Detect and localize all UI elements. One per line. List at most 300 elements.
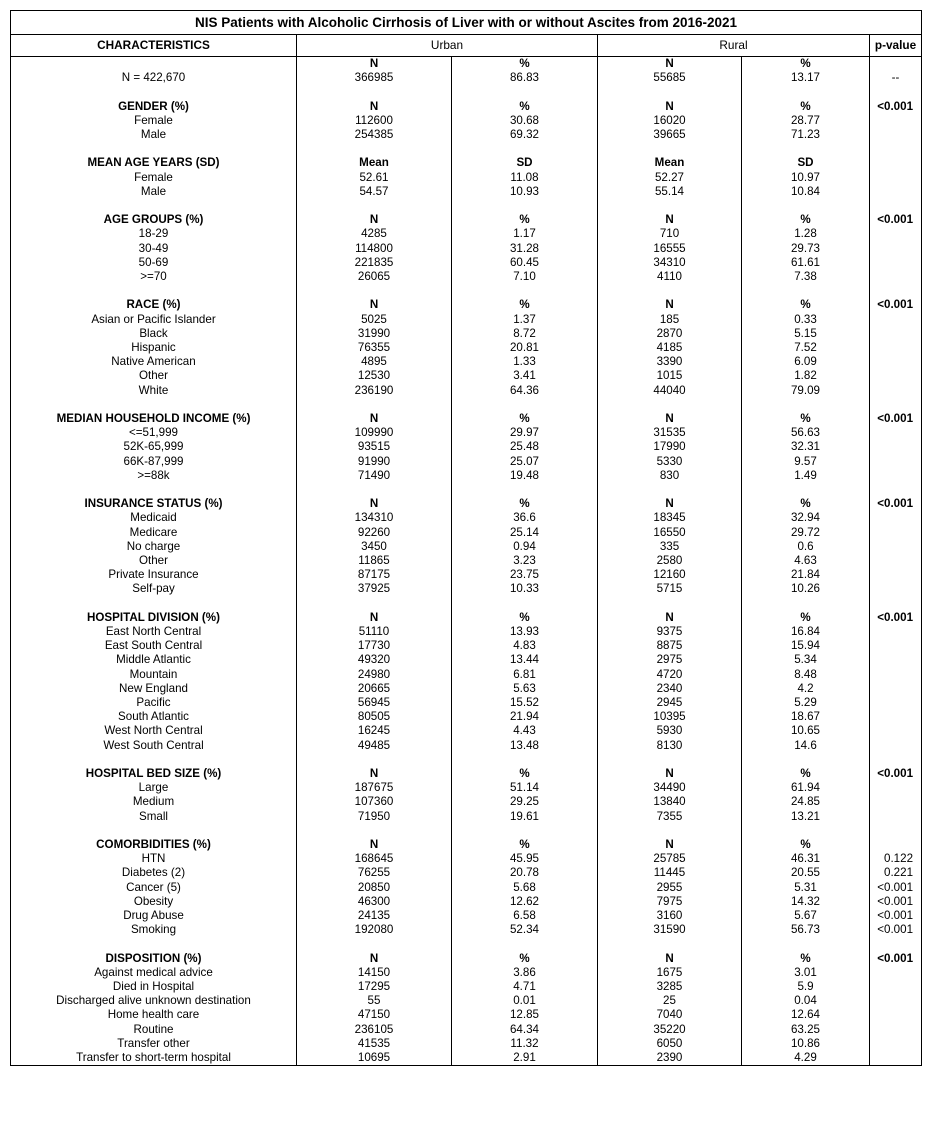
table-row [11,341,922,355]
urban-n-cell: 56945 [297,696,452,710]
section-pvalue: <0.001 [870,298,922,312]
row-label: 50-69 [11,256,297,270]
rural-n-cell: 31590 [598,923,742,937]
total-label: N = 422,670 [11,71,297,85]
rural-n-cell: 4185 [598,341,742,355]
section-column-label: % [452,952,598,966]
section-pvalue: <0.001 [870,213,922,227]
spacer-cell [870,398,922,412]
table-row [11,440,922,454]
rural-n-cell: 8875 [598,639,742,653]
pvalue-cell [870,384,922,398]
table-row [11,682,922,696]
urban-pct-cell: 69.32 [452,128,598,142]
urban-pct-cell: 4.83 [452,639,598,653]
spacer-cell [11,753,297,767]
urban-pct-cell: 30.68 [452,114,598,128]
section-column-label: N [598,611,742,625]
rural-n-cell: 3390 [598,355,742,369]
urban-pct-cell: 12.62 [452,895,598,909]
pvalue-cell [870,994,922,1008]
urban-n-cell: 47150 [297,1008,452,1022]
pvalue-cell [870,114,922,128]
pvalue-cell [870,1051,922,1066]
row-label: 30-49 [11,242,297,256]
section-pvalue [870,838,922,852]
spacer-cell [870,142,922,156]
pvalue-cell [870,455,922,469]
section-column-label: N [598,298,742,312]
rural-pct-cell: 1.82 [742,369,870,383]
urban-n-cell: 92260 [297,526,452,540]
urban-pct-cell: 7.10 [452,270,598,284]
rural-pct-cell: 3.01 [742,966,870,980]
pvalue-cell [870,540,922,554]
row-label: White [11,384,297,398]
urban-n-cell: 80505 [297,710,452,724]
subheader-row [11,57,922,72]
section-header-row [11,412,922,426]
spacer-row [11,199,922,213]
section-column-label: % [452,298,598,312]
spacer-cell [598,824,742,838]
rural-n-cell: 5715 [598,582,742,596]
section-column-label: % [742,497,870,511]
pvalue-cell [870,710,922,724]
spacer-cell [742,753,870,767]
rural-pct-cell: 5.34 [742,653,870,667]
rural-pct-cell: 1.49 [742,469,870,483]
table-row [11,256,922,270]
row-label: Self-pay [11,582,297,596]
rural-pct-cell: 12.64 [742,1008,870,1022]
urban-pct-cell: 15.52 [452,696,598,710]
rural-n-cell: 2955 [598,881,742,895]
rural-pct-cell: 1.28 [742,227,870,241]
urban-pct-cell: 25.48 [452,440,598,454]
section-title: GENDER (%) [11,100,297,114]
rural-pct-cell: 0.04 [742,994,870,1008]
rural-n-cell: 2870 [598,327,742,341]
urban-n-cell: 41535 [297,1037,452,1051]
table-row [11,128,922,142]
rural-pct-cell: 5.15 [742,327,870,341]
section-column-label: N [297,412,452,426]
urban-n-cell: 20665 [297,682,452,696]
urban-pct-cell: 60.45 [452,256,598,270]
section-title: INSURANCE STATUS (%) [11,497,297,511]
urban-pct-cell: 25.07 [452,455,598,469]
urban-pct-cell: 36.6 [452,511,598,525]
rural-pct-cell: 56.73 [742,923,870,937]
urban-n-cell: 134310 [297,511,452,525]
urban-n-cell: 93515 [297,440,452,454]
table-title-row [11,11,922,35]
rural-pct-cell: 8.48 [742,668,870,682]
spacer-cell [870,284,922,298]
spacer-cell [452,824,598,838]
header-urban: Urban [297,35,598,57]
urban-pct-cell: 3.23 [452,554,598,568]
urban-pct-cell: 10.93 [452,185,598,199]
section-column-label: SD [742,156,870,170]
header-rural: Rural [598,35,870,57]
spacer-cell [742,199,870,213]
table-row [11,1008,922,1022]
table-body [11,11,922,1066]
section-column-label: N [598,497,742,511]
section-title: MEDIAN HOUSEHOLD INCOME (%) [11,412,297,426]
row-label: 66K-87,999 [11,455,297,469]
rural-pct-cell: 71.23 [742,128,870,142]
pvalue-cell [870,426,922,440]
rural-n-cell: 44040 [598,384,742,398]
rural-n-cell: 8130 [598,739,742,753]
pvalue-cell [870,1008,922,1022]
pvalue-cell: 0.221 [870,866,922,880]
urban-pct-cell: 12.85 [452,1008,598,1022]
pvalue-cell [870,724,922,738]
urban-pct-cell: 29.97 [452,426,598,440]
section-column-label: N [598,767,742,781]
rural-n-cell: 6050 [598,1037,742,1051]
row-label: West North Central [11,724,297,738]
spacer-cell [297,284,452,298]
rural-pct-cell: 14.6 [742,739,870,753]
section-column-label: % [452,100,598,114]
urban-n-cell: 37925 [297,582,452,596]
rural-n-cell: 2975 [598,653,742,667]
table-row [11,866,922,880]
rural-n-cell: 4720 [598,668,742,682]
row-label: >=70 [11,270,297,284]
rural-n-cell: 35220 [598,1023,742,1037]
pvalue-cell [870,1037,922,1051]
urban-pct-cell: 3.86 [452,966,598,980]
rural-n-cell: 7355 [598,810,742,824]
urban-n-cell: 236190 [297,384,452,398]
row-label: Obesity [11,895,297,909]
row-label: Other [11,554,297,568]
urban-n-cell: 192080 [297,923,452,937]
spacer-row [11,85,922,99]
row-label: 18-29 [11,227,297,241]
table-row [11,554,922,568]
pvalue-cell [870,639,922,653]
spacer-row [11,597,922,611]
section-column-label: % [452,213,598,227]
spacer-cell [870,753,922,767]
rural-pct-cell: 18.67 [742,710,870,724]
rural-n-cell: 16550 [598,526,742,540]
table-row [11,227,922,241]
rural-pct-cell: 32.94 [742,511,870,525]
section-title: HOSPITAL BED SIZE (%) [11,767,297,781]
urban-n-cell: 71950 [297,810,452,824]
row-label: Medicare [11,526,297,540]
spacer-cell [11,142,297,156]
section-column-label: N [297,213,452,227]
spacer-cell [297,824,452,838]
spacer-cell [870,824,922,838]
pvalue-cell [870,171,922,185]
section-column-label: N [297,100,452,114]
total-pvalue: -- [870,71,922,85]
spacer-cell [11,483,297,497]
table-row [11,327,922,341]
pvalue-cell [870,810,922,824]
row-label: Died in Hospital [11,980,297,994]
total-row [11,71,922,85]
row-label: West South Central [11,739,297,753]
spacer-cell [11,85,297,99]
subheader-pvalue-empty [870,57,922,72]
urban-pct-cell: 5.63 [452,682,598,696]
section-header-row [11,213,922,227]
section-pvalue: <0.001 [870,952,922,966]
urban-n-cell: 109990 [297,426,452,440]
rural-pct-cell: 15.94 [742,639,870,653]
rural-n-cell: 4110 [598,270,742,284]
pvalue-cell [870,128,922,142]
urban-pct-cell: 13.93 [452,625,598,639]
section-column-label: % [742,412,870,426]
row-label: <=51,999 [11,426,297,440]
urban-pct-cell: 45.95 [452,852,598,866]
pvalue-cell [870,355,922,369]
table-row [11,1051,922,1066]
urban-n-cell: 112600 [297,114,452,128]
rural-pct-cell: 10.26 [742,582,870,596]
pvalue-cell [870,966,922,980]
rural-pct-cell: 4.63 [742,554,870,568]
spacer-row [11,753,922,767]
row-label: Against medical advice [11,966,297,980]
section-pvalue: <0.001 [870,767,922,781]
row-label: Hispanic [11,341,297,355]
spacer-cell [297,937,452,951]
rural-n-cell: 18345 [598,511,742,525]
section-pvalue: <0.001 [870,100,922,114]
urban-n-cell: 24135 [297,909,452,923]
urban-n-cell: 168645 [297,852,452,866]
pvalue-cell [870,568,922,582]
section-header-row [11,156,922,170]
section-column-label: Mean [598,156,742,170]
urban-pct-cell: 21.94 [452,710,598,724]
urban-pct-cell: 19.61 [452,810,598,824]
spacer-cell [452,937,598,951]
urban-pct-cell: 1.17 [452,227,598,241]
table-row [11,966,922,980]
spacer-cell [297,142,452,156]
pvalue-cell [870,696,922,710]
urban-pct-cell: 5.68 [452,881,598,895]
urban-pct-cell: 8.72 [452,327,598,341]
rural-n-cell: 10395 [598,710,742,724]
pvalue-cell: <0.001 [870,895,922,909]
rural-pct-cell: 4.29 [742,1051,870,1066]
rural-pct-cell: 24.85 [742,795,870,809]
spacer-cell [742,284,870,298]
section-column-label: % [452,767,598,781]
rural-pct-cell: 5.29 [742,696,870,710]
table-row [11,540,922,554]
section-pvalue: <0.001 [870,412,922,426]
urban-pct-cell: 6.58 [452,909,598,923]
subheader-empty [11,57,297,72]
rural-pct-cell: 5.67 [742,909,870,923]
spacer-cell [870,597,922,611]
urban-n-cell: 4895 [297,355,452,369]
section-column-label: Mean [297,156,452,170]
urban-pct-cell: 20.78 [452,866,598,880]
section-column-label: N [598,412,742,426]
urban-n-cell: 5025 [297,313,452,327]
row-label: Small [11,810,297,824]
table-row [11,724,922,738]
spacer-cell [598,937,742,951]
section-header-row [11,611,922,625]
spacer-cell [742,85,870,99]
section-title: RACE (%) [11,298,297,312]
section-pvalue [870,156,922,170]
section-header-row [11,838,922,852]
row-label: Medicaid [11,511,297,525]
section-column-label: % [742,838,870,852]
urban-n-cell: 49320 [297,653,452,667]
pvalue-cell [870,980,922,994]
rural-n-cell: 335 [598,540,742,554]
section-column-label: % [742,298,870,312]
row-label: Female [11,114,297,128]
rural-n-cell: 17990 [598,440,742,454]
subheader-rural-pct: % [742,57,870,72]
section-column-label: N [297,611,452,625]
rural-pct-cell: 10.84 [742,185,870,199]
rural-n-cell: 12160 [598,568,742,582]
urban-n-cell: 20850 [297,881,452,895]
table-row [11,313,922,327]
row-label: Home health care [11,1008,297,1022]
total-rural-n: 55685 [598,71,742,85]
rural-pct-cell: 16.84 [742,625,870,639]
urban-pct-cell: 23.75 [452,568,598,582]
rural-n-cell: 39665 [598,128,742,142]
section-title: MEAN AGE YEARS (SD) [11,156,297,170]
table-row [11,881,922,895]
pvalue-cell [870,625,922,639]
urban-pct-cell: 1.37 [452,313,598,327]
pvalue-cell [870,469,922,483]
row-label: No charge [11,540,297,554]
urban-n-cell: 51110 [297,625,452,639]
spacer-cell [742,937,870,951]
rural-pct-cell: 10.65 [742,724,870,738]
rural-pct-cell: 5.31 [742,881,870,895]
pvalue-cell [870,242,922,256]
section-column-label: N [598,952,742,966]
pvalue-cell [870,554,922,568]
rural-pct-cell: 6.09 [742,355,870,369]
table-row [11,242,922,256]
table-row [11,810,922,824]
section-header-row [11,952,922,966]
table-row [11,171,922,185]
row-label: Medium [11,795,297,809]
table-row [11,980,922,994]
rural-pct-cell: 0.6 [742,540,870,554]
rural-n-cell: 5330 [598,455,742,469]
urban-pct-cell: 0.94 [452,540,598,554]
total-urban-n: 366985 [297,71,452,85]
section-title: DISPOSITION (%) [11,952,297,966]
row-label: Drug Abuse [11,909,297,923]
rural-pct-cell: 10.97 [742,171,870,185]
section-column-label: % [452,412,598,426]
spacer-cell [11,597,297,611]
pvalue-cell [870,653,922,667]
rural-pct-cell: 13.21 [742,810,870,824]
urban-n-cell: 54.57 [297,185,452,199]
table-row [11,582,922,596]
header-characteristics: CHARACTERISTICS [11,35,297,57]
row-label: Mountain [11,668,297,682]
spacer-row [11,142,922,156]
urban-pct-cell: 52.34 [452,923,598,937]
urban-pct-cell: 0.01 [452,994,598,1008]
urban-n-cell: 31990 [297,327,452,341]
rural-n-cell: 9375 [598,625,742,639]
spacer-cell [870,937,922,951]
row-label: Transfer to short-term hospital [11,1051,297,1066]
spacer-cell [11,398,297,412]
spacer-cell [870,483,922,497]
pvalue-cell: <0.001 [870,909,922,923]
rural-pct-cell: 61.94 [742,781,870,795]
rural-pct-cell: 7.52 [742,341,870,355]
rural-n-cell: 16020 [598,114,742,128]
table-row [11,625,922,639]
table-row [11,653,922,667]
table-row [11,426,922,440]
section-header-row [11,100,922,114]
rural-pct-cell: 46.31 [742,852,870,866]
rural-n-cell: 2945 [598,696,742,710]
table-row [11,909,922,923]
spacer-cell [297,483,452,497]
row-label: Routine [11,1023,297,1037]
urban-pct-cell: 64.36 [452,384,598,398]
row-label: Discharged alive unknown destination [11,994,297,1008]
urban-pct-cell: 4.43 [452,724,598,738]
table-row [11,639,922,653]
row-label: Male [11,128,297,142]
pvalue-cell [870,795,922,809]
table-row [11,355,922,369]
row-label: Male [11,185,297,199]
pvalue-cell [870,256,922,270]
total-urban-pct: 86.83 [452,71,598,85]
subheader-urban-pct: % [452,57,598,72]
rural-n-cell: 710 [598,227,742,241]
rural-n-cell: 185 [598,313,742,327]
spacer-row [11,937,922,951]
characteristics-table [10,10,922,1066]
urban-pct-cell: 13.44 [452,653,598,667]
section-column-label: N [598,838,742,852]
row-label: East South Central [11,639,297,653]
